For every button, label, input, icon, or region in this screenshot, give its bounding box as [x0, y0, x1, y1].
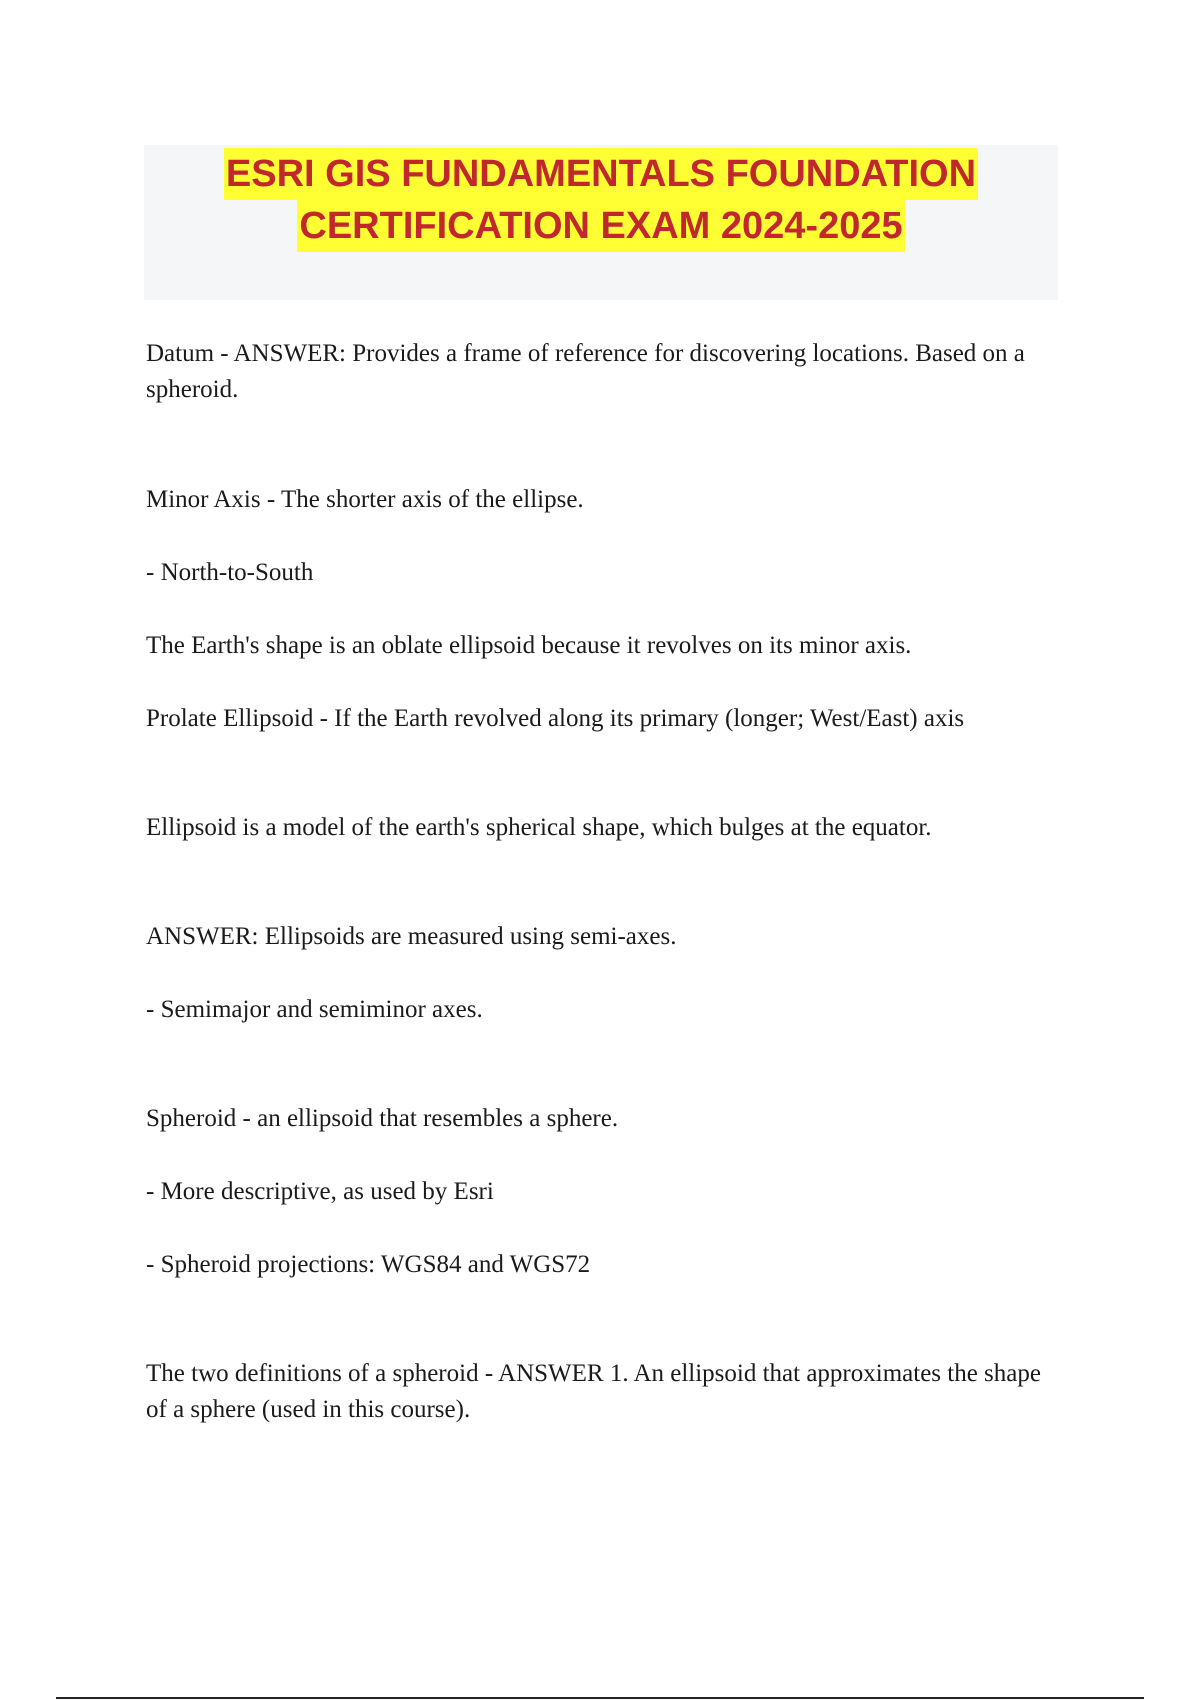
paragraph-prolate-ellipsoid: Prolate Ellipsoid - If the Earth revolved along its primary (longer; West/East) axis — [146, 705, 965, 732]
paragraph-datum: Datum - ANSWER: Provides a frame of reference for discovering locations. Based on a spheroid. — [146, 340, 1025, 403]
paragraph-spheroid: Spheroid - an ellipsoid that resembles a sphere. — [146, 1105, 619, 1132]
paragraph-semi-axes: ANSWER: Ellipsoids are measured using semi-axes. — [146, 923, 677, 950]
title-line-1-wrap — [144, 145, 1058, 200]
paragraph-ellipsoid-model: Ellipsoid is a model of the earth's spherical shape, which bulges at the equator. — [146, 814, 932, 841]
paragraph-spheroid-projections: - Spheroid projections: WGS84 and WGS72 — [146, 1251, 591, 1278]
document-title-line-2: CERTIFICATION EXAM 2024-2025 — [297, 200, 904, 252]
footer-divider — [56, 1697, 1144, 1699]
paragraph-two-definitions: The two definitions of a spheroid - ANSWER 1. An ellipsoid that approximates the shape of a sphere (used in this course). — [146, 1360, 1041, 1423]
paragraph-minor-axis: Minor Axis - The shorter axis of the ellipse. — [146, 486, 584, 513]
paragraph-north-to-south: - North-to-South — [146, 559, 314, 586]
paragraph-oblate-ellipsoid: The Earth's shape is an oblate ellipsoid because it revolves on its minor axis. — [146, 632, 912, 659]
title-line-2-wrap — [144, 200, 1058, 252]
paragraph-semimajor: - Semimajor and semiminor axes. — [146, 996, 483, 1023]
document-title-line-1: ESRI GIS FUNDAMENTALS FOUNDATION — [224, 148, 978, 200]
paragraph-more-descriptive: - More descriptive, as used by Esri — [146, 1178, 494, 1205]
document-header — [144, 145, 1058, 300]
